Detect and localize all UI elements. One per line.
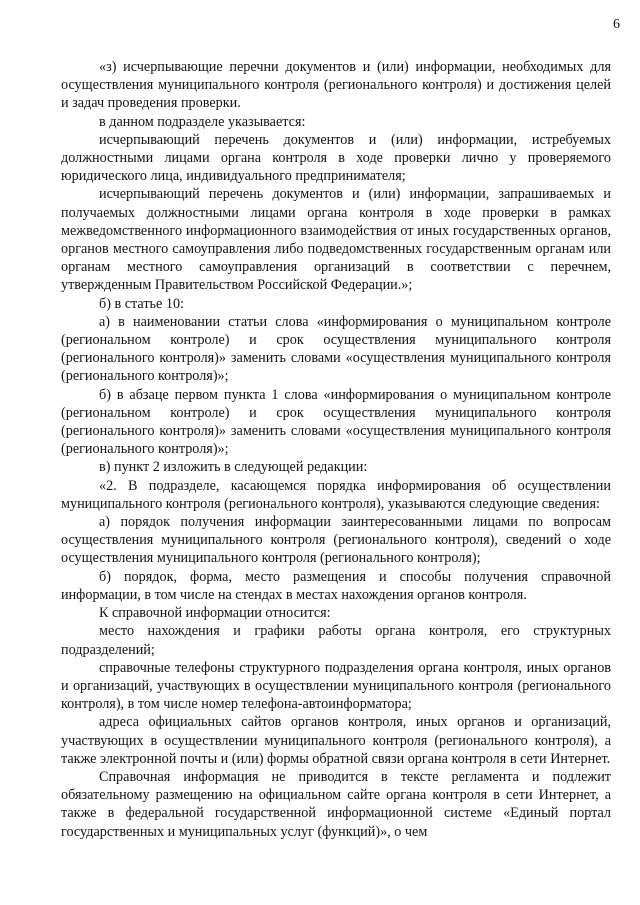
paragraph-article-title-amendment: а) в наименовании статьи слова «информирования о муниципальном контроле (региональном контроле) и срок осуществления муниципального контроля (регионального контроля)» заменить словами «осуществления муниципального контроля (регионального контроля)»; <box>61 313 611 385</box>
paragraph-point-2-new-edition: в) пункт 2 изложить в следующей редакции: <box>99 459 368 476</box>
paragraph-informing-subsection: «2. В подразделе, касающемся порядка информирования об осуществлении муниципального контроля (регионального контроля), указываются следующие сведения: <box>61 477 611 512</box>
paragraph-reference-info-placement: Справочная информация не приводится в тексте регламента и подлежит обязательному размещению на официальном сайте органа контроля в сети Интернет, а также в федеральной государственной информационной системе «Единый портал государственных и муниципальных услуг (функций)», о чем <box>61 768 611 840</box>
paragraph-documents-requested: исчерпывающий перечень документов и (или) информации, истребуемых должностными лицами органа контроля в ходе проверки лично у проверяемого юридического лица, индивидуального предпринимателя; <box>61 131 611 185</box>
paragraph-reference-phones: справочные телефоны структурного подразделения органа контроля, иных органов и организаций, участвующих в осуществлении муниципального контроля (регионального контроля), в том числе номер телефона-автоинформатора; <box>61 659 611 713</box>
paragraph-article-10: б) в статье 10: <box>99 295 184 312</box>
paragraph-documents-interagency: исчерпывающий перечень документов и (или) информации, запрашиваемых и получаемых должностными лицами органа контроля в ходе проверки в рамках межведомственного информационного взаимодействия от иных государственных органов, органов местного самоуправления либо подведомственных государственным органам или органам местного самоуправления организаций в соответствии с перечнем, утвержденным Правительством Российской Федерации.»; <box>61 186 611 294</box>
paragraph-reference-info-procedure: б) порядок, форма, место размещения и способы получения справочной информации, в том числе на стендах в местах нахождения органов контроля. <box>61 568 611 603</box>
paragraph-reference-info-includes: К справочной информации относится: <box>99 605 331 622</box>
paragraph-subsection-specifies: в данном подразделе указывается: <box>99 113 306 130</box>
paragraph-z-exhaustive-lists: «з) исчерпывающие перечни документов и (или) информации, необходимых для осуществления муниципального контроля (регионального контроля) и достижения целей и задач проведения проверки. <box>61 59 611 112</box>
document-body <box>61 58 611 841</box>
paragraph-point-1-amendment: б) в абзаце первом пункта 1 слова «информирования о муниципальном контроле (региональном контроле) и срок осуществления муниципального контроля (регионального контроля)» заменить словами «осуществления муниципального контроля (регионального контроля)»; <box>61 386 611 458</box>
page-number: 6 <box>613 17 620 32</box>
paragraph-official-websites: адреса официальных сайтов органов контроля, иных органов и организаций, участвующих в осуществлении муниципального контроля (регионального контроля), а также электронной почты и (или) формы обратной связи органа контроля в сети Интернет. <box>61 714 611 767</box>
paragraph-location-schedule: место нахождения и графики работы органа контроля, его структурных подразделений; <box>61 623 611 658</box>
paragraph-procedure-obtaining-info: а) порядок получения информации заинтересованными лицами по вопросам осуществления муниципального контроля (регионального контроля), сведений о ходе осуществления муниципального контроля (регионального контроля); <box>61 514 611 567</box>
